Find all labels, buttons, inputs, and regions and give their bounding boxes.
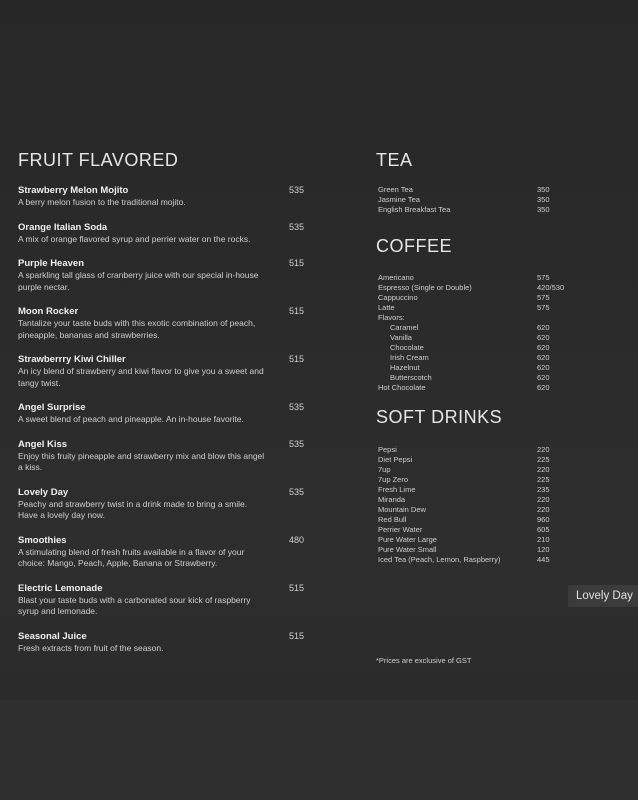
menu-item xyxy=(18,486,318,522)
row-label: Jasmine Tea xyxy=(378,195,420,204)
row-price: 620 xyxy=(537,363,550,372)
item-price: 515 xyxy=(289,306,305,316)
item-description: Tantalize your taste buds with this exotic combination of peach, pineapple, bananas and strawberries. xyxy=(18,318,256,340)
item-description: Peachy and strawberry twist in a drink made to bring a smile. Have a lovely day now. xyxy=(18,498,248,520)
price-row xyxy=(378,343,558,353)
menu-item xyxy=(18,221,318,246)
item-description: A mix of orange flavored syrup and perrier water on the rocks. xyxy=(18,233,251,244)
price-row xyxy=(378,363,558,373)
row-label: Miranda xyxy=(378,495,406,504)
gst-note: *Prices are exclusive of GST xyxy=(376,656,472,665)
item-description: A berry melon fusion to the traditional mojito. xyxy=(18,197,186,207)
price-row xyxy=(378,383,558,393)
row-price: 350 xyxy=(537,205,550,214)
price-row xyxy=(378,545,558,555)
menu-item xyxy=(18,353,318,389)
price-row xyxy=(378,535,558,545)
row-price: 120 xyxy=(537,545,550,554)
row-label: Diet Pepsi xyxy=(378,455,413,464)
price-row xyxy=(378,515,558,525)
item-name: Electric Lemonade xyxy=(18,582,103,594)
lovely-day-tab[interactable]: Lovely Day xyxy=(568,585,638,607)
item-price: 480 xyxy=(289,534,305,545)
menu-item xyxy=(18,582,318,618)
item-price: 515 xyxy=(289,630,305,641)
item-description: A stimulating blend of fresh fruits available in a flavor of your choice: Mango, Peach, Apple, Banana or Strawberry. xyxy=(18,546,245,568)
item-description: Enjoy this fruity pineapple and strawberry mix and blow this angel a kiss. xyxy=(18,450,265,472)
row-price: 445 xyxy=(537,555,550,564)
menu-item xyxy=(18,534,318,570)
item-price: 535 xyxy=(289,438,305,449)
soft-drinks-heading: SOFT DRINKS xyxy=(376,407,503,427)
item-name: Orange Italian Soda xyxy=(18,221,108,233)
price-row xyxy=(378,283,565,293)
row-label: Irish Cream xyxy=(390,353,429,362)
item-name: Purple Heaven xyxy=(18,258,84,269)
coffee-list xyxy=(378,273,565,393)
row-label: Flavors: xyxy=(378,313,405,322)
row-price: 960 xyxy=(537,515,550,524)
menu-item xyxy=(18,184,318,209)
price-row xyxy=(378,525,558,535)
row-label: Green Tea xyxy=(378,185,413,194)
row-price: 220 xyxy=(537,505,550,514)
item-price: 515 xyxy=(289,258,305,268)
row-label: Butterscotch xyxy=(390,373,432,382)
row-price: 350 xyxy=(537,185,550,194)
item-price: 535 xyxy=(289,185,305,195)
price-row xyxy=(378,445,558,455)
row-price: 620 xyxy=(537,333,550,342)
menu-item xyxy=(18,401,318,426)
price-row xyxy=(378,455,558,465)
price-row xyxy=(378,505,558,515)
row-price: 225 xyxy=(537,455,550,464)
menu-item xyxy=(18,438,318,474)
price-row xyxy=(378,205,558,215)
price-row xyxy=(378,353,558,363)
price-row xyxy=(378,373,558,383)
item-price: 535 xyxy=(289,486,305,497)
item-price: 535 xyxy=(289,221,305,232)
item-price: 515 xyxy=(289,582,305,593)
row-label: Perrier Water xyxy=(378,525,423,534)
row-price: 575 xyxy=(537,293,550,302)
price-row xyxy=(378,185,558,195)
row-label: Vanilla xyxy=(390,333,412,342)
row-label: Iced Tea (Peach, Lemon, Raspberry) xyxy=(378,555,501,564)
item-price: 515 xyxy=(289,354,305,364)
price-row xyxy=(378,333,558,343)
row-price: 235 xyxy=(537,485,550,494)
price-row xyxy=(378,465,558,475)
row-price: 220 xyxy=(537,465,550,474)
item-name: Angel Kiss xyxy=(18,438,68,450)
row-label: Cappuccino xyxy=(378,293,418,302)
row-price: 620 xyxy=(537,343,550,352)
price-row xyxy=(378,293,558,303)
tea-heading: TEA xyxy=(376,150,413,170)
row-label: English Breakfast Tea xyxy=(378,205,451,214)
fruit-flavored-heading: FRUIT FLAVORED xyxy=(18,150,179,170)
item-price: 535 xyxy=(289,402,305,412)
row-label: 7up xyxy=(378,465,391,474)
item-name: Angel Surprise xyxy=(18,402,86,413)
item-description: A sweet blend of peach and pineapple. An in-house favorite. xyxy=(18,414,244,424)
item-name: Strawberry Melon Mojito xyxy=(18,185,129,196)
price-row xyxy=(378,303,558,313)
row-price: 620 xyxy=(537,323,550,332)
price-row xyxy=(378,323,558,333)
item-description: Fresh extracts from fruit of the season. xyxy=(18,642,164,653)
row-price: 420/530 xyxy=(537,283,565,292)
row-price: 620 xyxy=(537,383,550,392)
row-label: Caramel xyxy=(390,323,419,332)
item-description: An icy blend of strawberry and kiwi flavor to give you a sweet and tangy twist. xyxy=(18,366,264,388)
item-name: Moon Rocker xyxy=(18,306,79,317)
price-row xyxy=(378,555,558,565)
tea-list xyxy=(378,185,558,215)
row-price: 210 xyxy=(537,535,550,544)
menu-item xyxy=(18,305,318,341)
menu-item xyxy=(18,257,318,293)
row-label: 7up Zero xyxy=(378,475,409,484)
price-row xyxy=(378,475,558,485)
price-row xyxy=(378,485,558,495)
coffee-heading: COFFEE xyxy=(376,236,453,256)
row-price: 620 xyxy=(537,353,550,362)
row-price: 575 xyxy=(537,273,550,282)
row-label: Chocolate xyxy=(390,343,424,352)
price-row xyxy=(378,273,558,283)
item-name: Strawberrry Kiwi Chiller xyxy=(18,354,126,365)
row-price: 350 xyxy=(537,195,550,204)
row-label: Pure Water Small xyxy=(378,545,437,554)
price-row xyxy=(378,495,558,505)
item-name: Smoothies xyxy=(18,534,67,546)
row-label: Americano xyxy=(378,273,414,282)
row-label: Latte xyxy=(378,303,395,312)
row-price: 575 xyxy=(537,303,550,312)
row-label: Red Bull xyxy=(378,515,407,524)
row-label: Fresh Lime xyxy=(378,485,416,494)
item-name: Seasonal Juice xyxy=(18,630,87,642)
row-price: 220 xyxy=(537,445,550,454)
row-label: Mountain Dew xyxy=(378,505,426,514)
item-description: Blast your taste buds with a carbonated sour kick of raspberry syrup and lemonade. xyxy=(18,594,251,616)
row-price: 620 xyxy=(537,373,550,382)
bottom-band xyxy=(0,700,638,800)
row-price: 220 xyxy=(537,495,550,504)
row-label: Pure Water Large xyxy=(378,535,437,544)
row-label: Pepsi xyxy=(378,445,397,454)
row-label: Espresso (Single or Double) xyxy=(378,283,472,292)
price-row xyxy=(378,195,558,205)
row-label: Hazelnut xyxy=(390,363,420,372)
item-name: Lovely Day xyxy=(18,486,69,498)
item-description: A sparkling tall glass of cranberry juice with our special in-house purple nectar. xyxy=(18,270,259,292)
soft-drinks-list xyxy=(378,445,558,565)
row-label: Hot Chocolate xyxy=(378,383,426,392)
fruit-flavored-list xyxy=(18,184,318,666)
menu-item xyxy=(18,630,318,655)
row-price: 605 xyxy=(537,525,550,534)
price-row xyxy=(378,313,558,323)
row-price: 225 xyxy=(537,475,550,484)
